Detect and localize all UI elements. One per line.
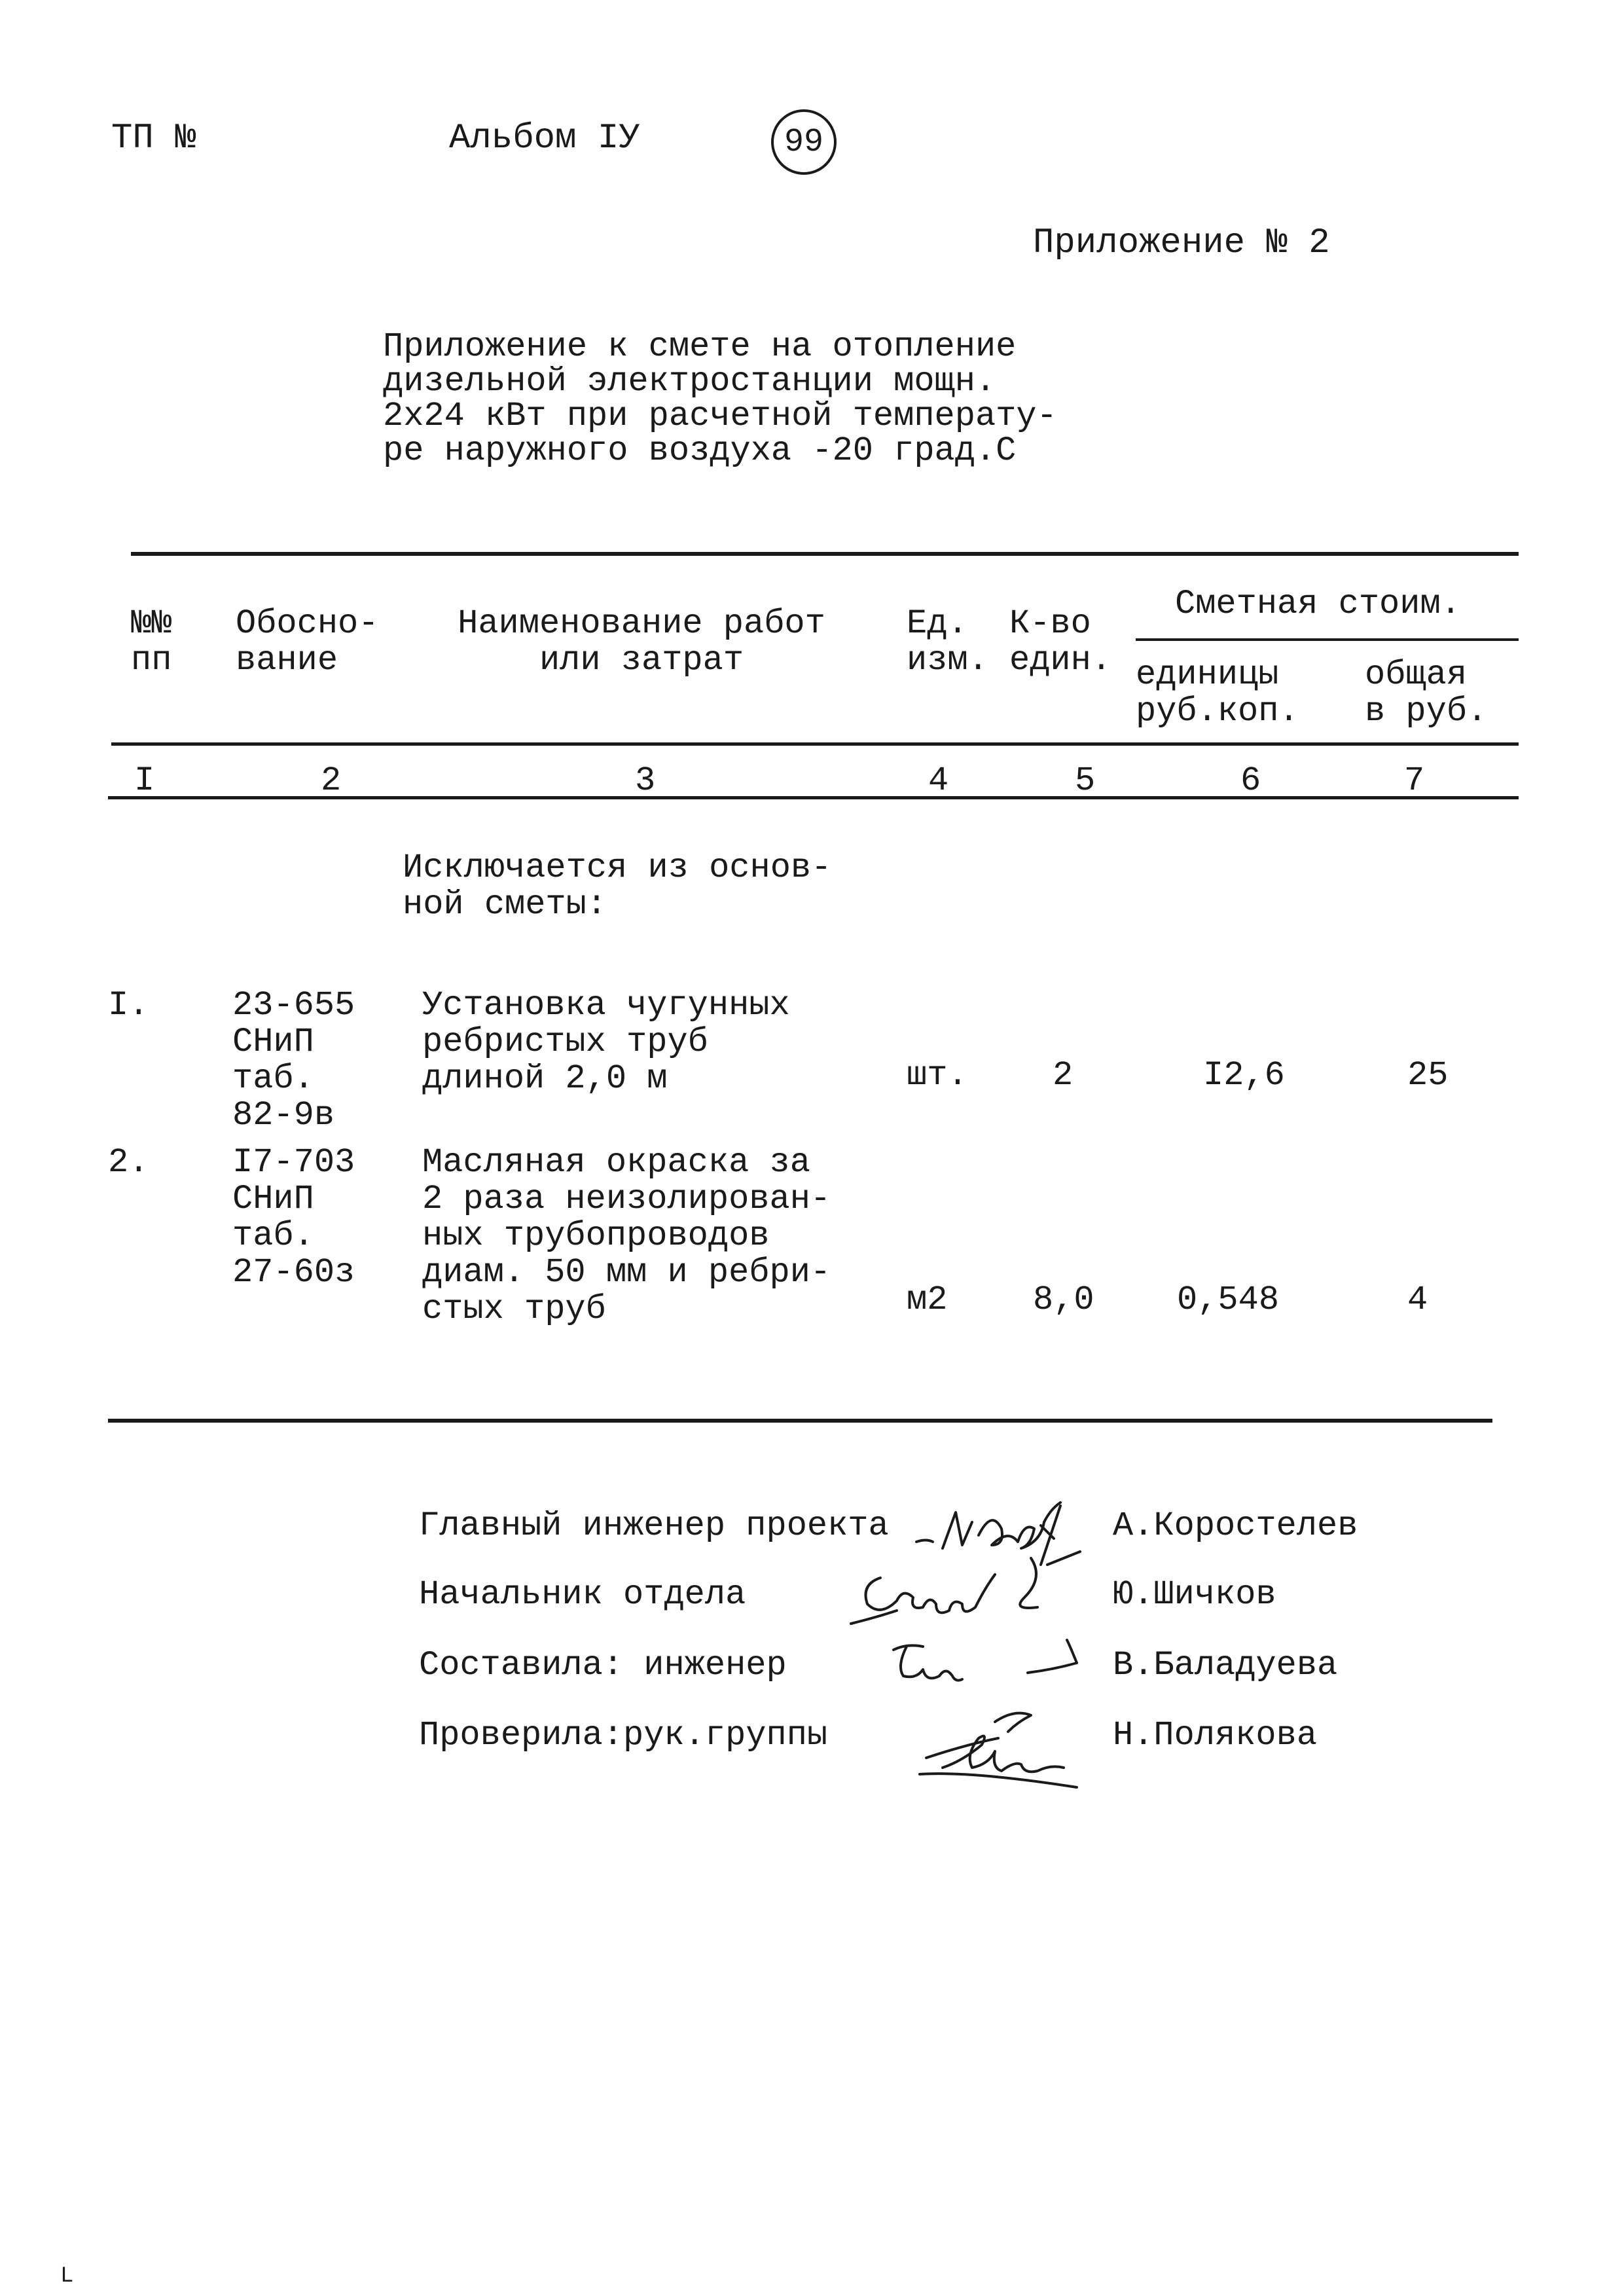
table-top-rule [131,552,1519,556]
signature-name: Н.Полякова [1113,1716,1318,1755]
album-label: Альбом IУ [449,118,640,158]
column-number: 4 [928,761,949,800]
tp-number-label: ТП № [111,118,196,158]
row-unit: м2 [907,1281,948,1319]
cost-header-rule [1136,638,1519,641]
row-num: 2. [108,1143,149,1182]
page-number: 99 [784,123,823,161]
signature-role: Проверила:рук.группы [419,1716,828,1755]
footer-mark: L [60,2264,74,2289]
signature-role: Составила: инженер [419,1646,787,1685]
header-name: Наименование работ или затрат [458,604,825,680]
header-num: №№ пп [131,604,172,680]
row-num: I. [108,986,149,1025]
section-title: Исключается из основ- ной сметы: [403,848,832,924]
signature-name: А.Коростелев [1113,1506,1358,1545]
description-line: дизельной электростанции мощн. [383,362,996,401]
column-numbers-rule [108,796,1519,799]
row-basis: I7-703 СНиП таб. 27-60з [232,1143,355,1292]
row-total: 4 [1407,1281,1428,1319]
column-number: 5 [1075,761,1096,800]
header-bottom-rule [111,742,1519,746]
page-number-circle [771,109,837,175]
row-total: 25 [1407,1056,1449,1095]
header-total-cost: общая в руб. [1365,655,1488,731]
signature-name: В.Баладуева [1113,1646,1338,1685]
header-basis: Обосно- вание [236,604,379,680]
header-cost: Сметная стоим. [1175,585,1461,623]
table-bottom-rule [108,1419,1492,1423]
row-qty: 2 [1053,1056,1074,1095]
row-name: Масляная окраска за 2 раза неизолирован- ных трубопроводов диам. 50 мм и ребри- стых труб [422,1143,831,1328]
header-unit: Ед. изм. [907,604,988,680]
row-unit-cost: I2,6 [1203,1056,1285,1095]
description-line: Приложение к смете на отопление [383,327,1017,366]
row-basis: 23-655 СНиП таб. 82-9в [232,986,355,1135]
column-number: 2 [321,761,342,800]
appendix-label: Приложение № 2 [1033,223,1330,263]
description-line: ре наружного воздуха -20 град.С [383,431,1017,470]
header-qty: К-во един. [1009,604,1112,680]
signature-role: Главный инженер проекта [419,1506,889,1545]
row-unit-cost: 0,548 [1177,1281,1280,1319]
signature-role: Начальник отдела [419,1575,746,1614]
column-number: 7 [1404,761,1425,800]
row-qty: 8,0 [1033,1281,1094,1319]
column-number: I [134,761,155,800]
signature-name: Ю.Шичков [1113,1575,1276,1614]
row-name: Установка чугунных ребристых труб длиной 2,0 м [422,986,790,1098]
description-line: 2х24 кВт при расчетной температу- [383,397,1057,435]
header-unit-cost: единицы руб.коп. [1136,655,1299,731]
row-unit: шт. [907,1056,968,1095]
column-number: 6 [1240,761,1261,800]
column-number: 3 [635,761,656,800]
